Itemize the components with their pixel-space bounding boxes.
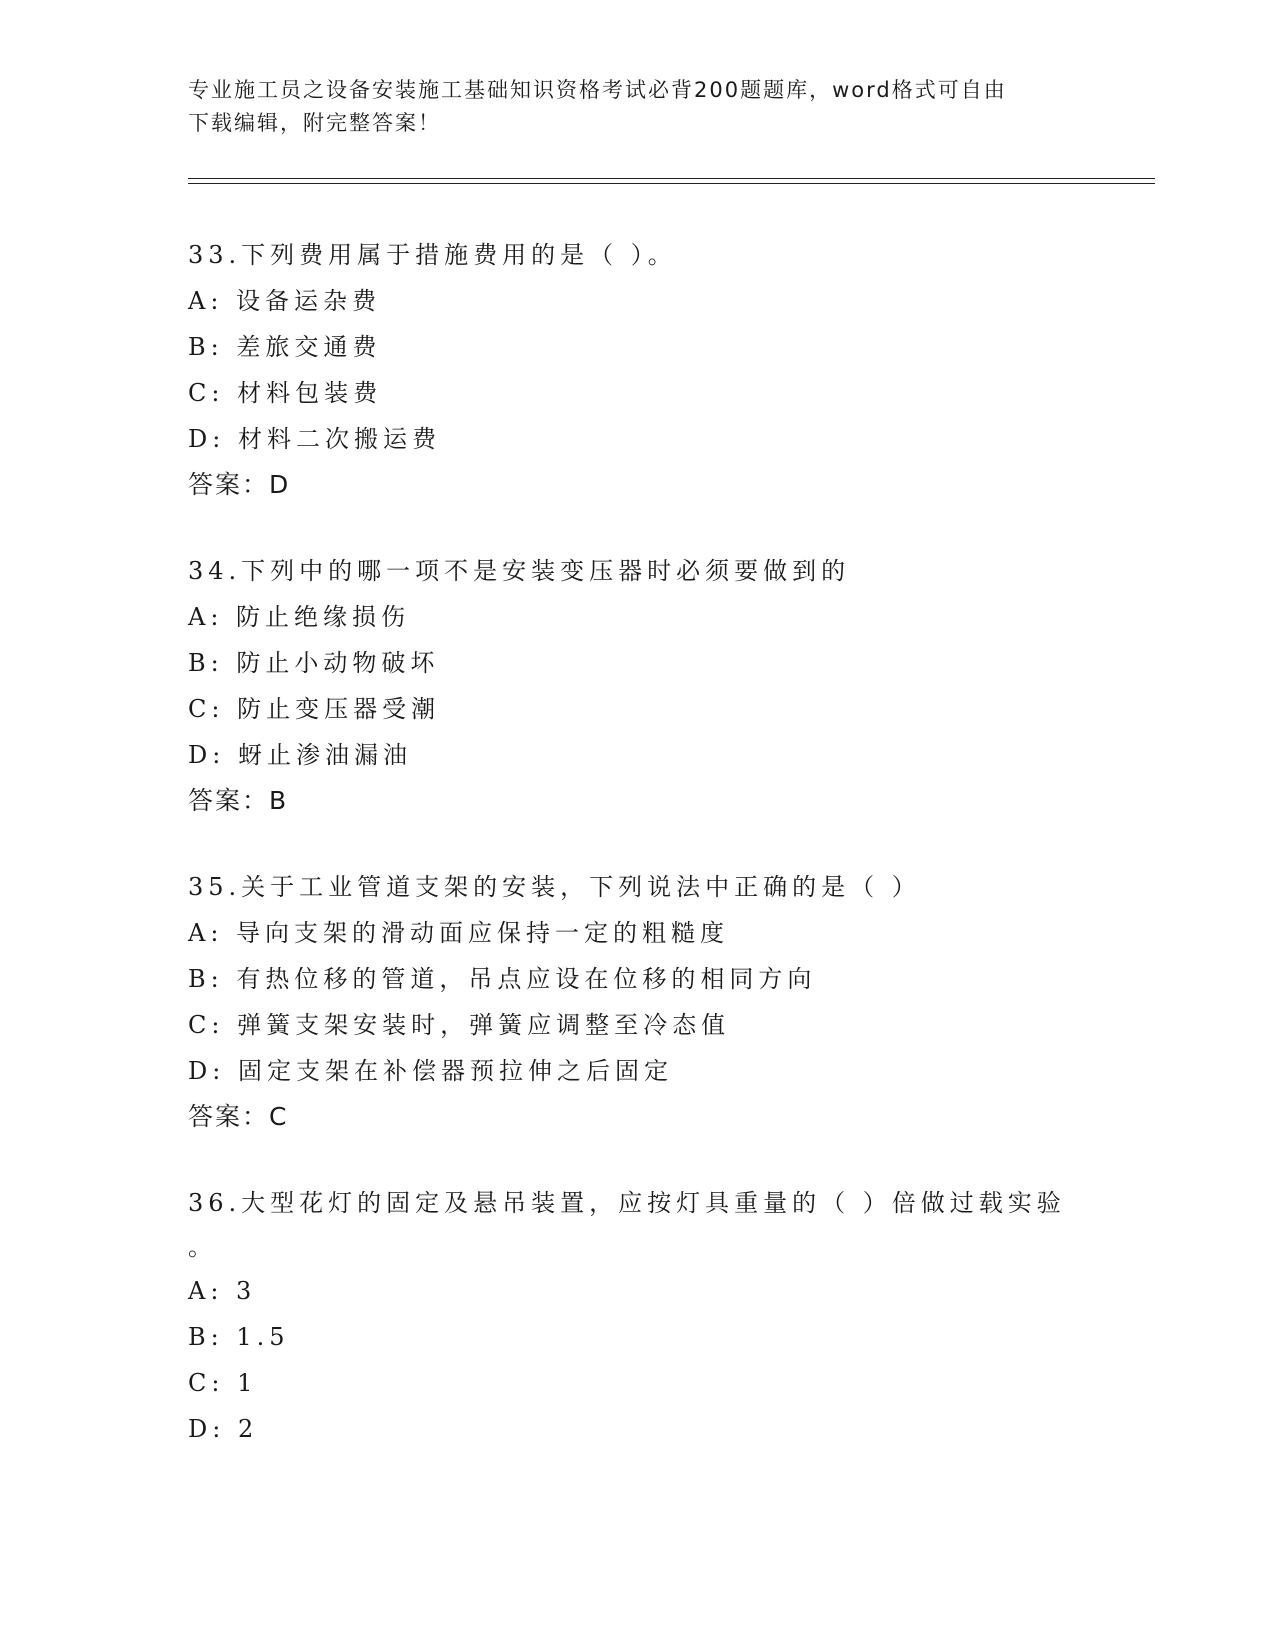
option-d: D: 固定支架在补偿器预拉伸之后固定 [188,1057,673,1085]
option-b: B: 防止小动物破坏 [188,649,440,677]
question-33 [188,232,1088,508]
option-d: D: 蚜止渗油漏油 [188,741,412,769]
option-a: A: 3 [188,1277,257,1305]
option-b: B: 1.5 [188,1323,290,1351]
header-divider-top [188,178,1155,179]
header-line-1: 专业施工员之设备安装施工基础知识资格考试必背200题题库，word格式可自由 [188,78,1007,102]
option-b: B: 有热位移的管道，吊点应设在位移的相同方向 [188,965,817,993]
question-stem: 33.下列费用属于措施费用的是（ ）。 [188,241,677,269]
option-d: D: 2 [188,1415,259,1443]
option-a: A: 设备运杂费 [188,287,382,315]
answer: 答案：B [188,786,289,815]
option-d: D: 材料二次搬运费 [188,425,441,453]
option-b: B: 差旅交通费 [188,333,382,361]
answer: 答案：C [188,1102,289,1131]
question-35 [188,864,1088,1140]
option-a: A: 导向支架的滑动面应保持一定的粗糙度 [188,919,730,947]
question-stem: 34.下列中的哪一项不是安装变压器时必须要做到的 [188,557,851,585]
option-a: A: 防止绝缘损伤 [188,603,411,631]
option-c: C: 材料包装费 [188,379,383,407]
header-divider-bottom [188,183,1155,184]
question-34 [188,548,1088,824]
document-header [188,74,1088,140]
question-36 [188,1180,1088,1452]
question-stem: 35.关于工业管道支架的安装，下列说法中正确的是（ ） [188,873,921,901]
option-c: C: 防止变压器受潮 [188,695,441,723]
header-line-2: 下载编辑，附完整答案！ [188,111,441,135]
answer: 答案：D [188,470,291,499]
option-c: C: 弹簧支架安装时，弹簧应调整至冷态值 [188,1011,731,1039]
option-c: C: 1 [188,1369,258,1397]
question-stem: 36.大型花灯的固定及悬吊装置，应按灯具重量的（ ）倍做过载实验 [188,1189,1066,1217]
question-stem-continuation: 。 [188,1233,217,1261]
